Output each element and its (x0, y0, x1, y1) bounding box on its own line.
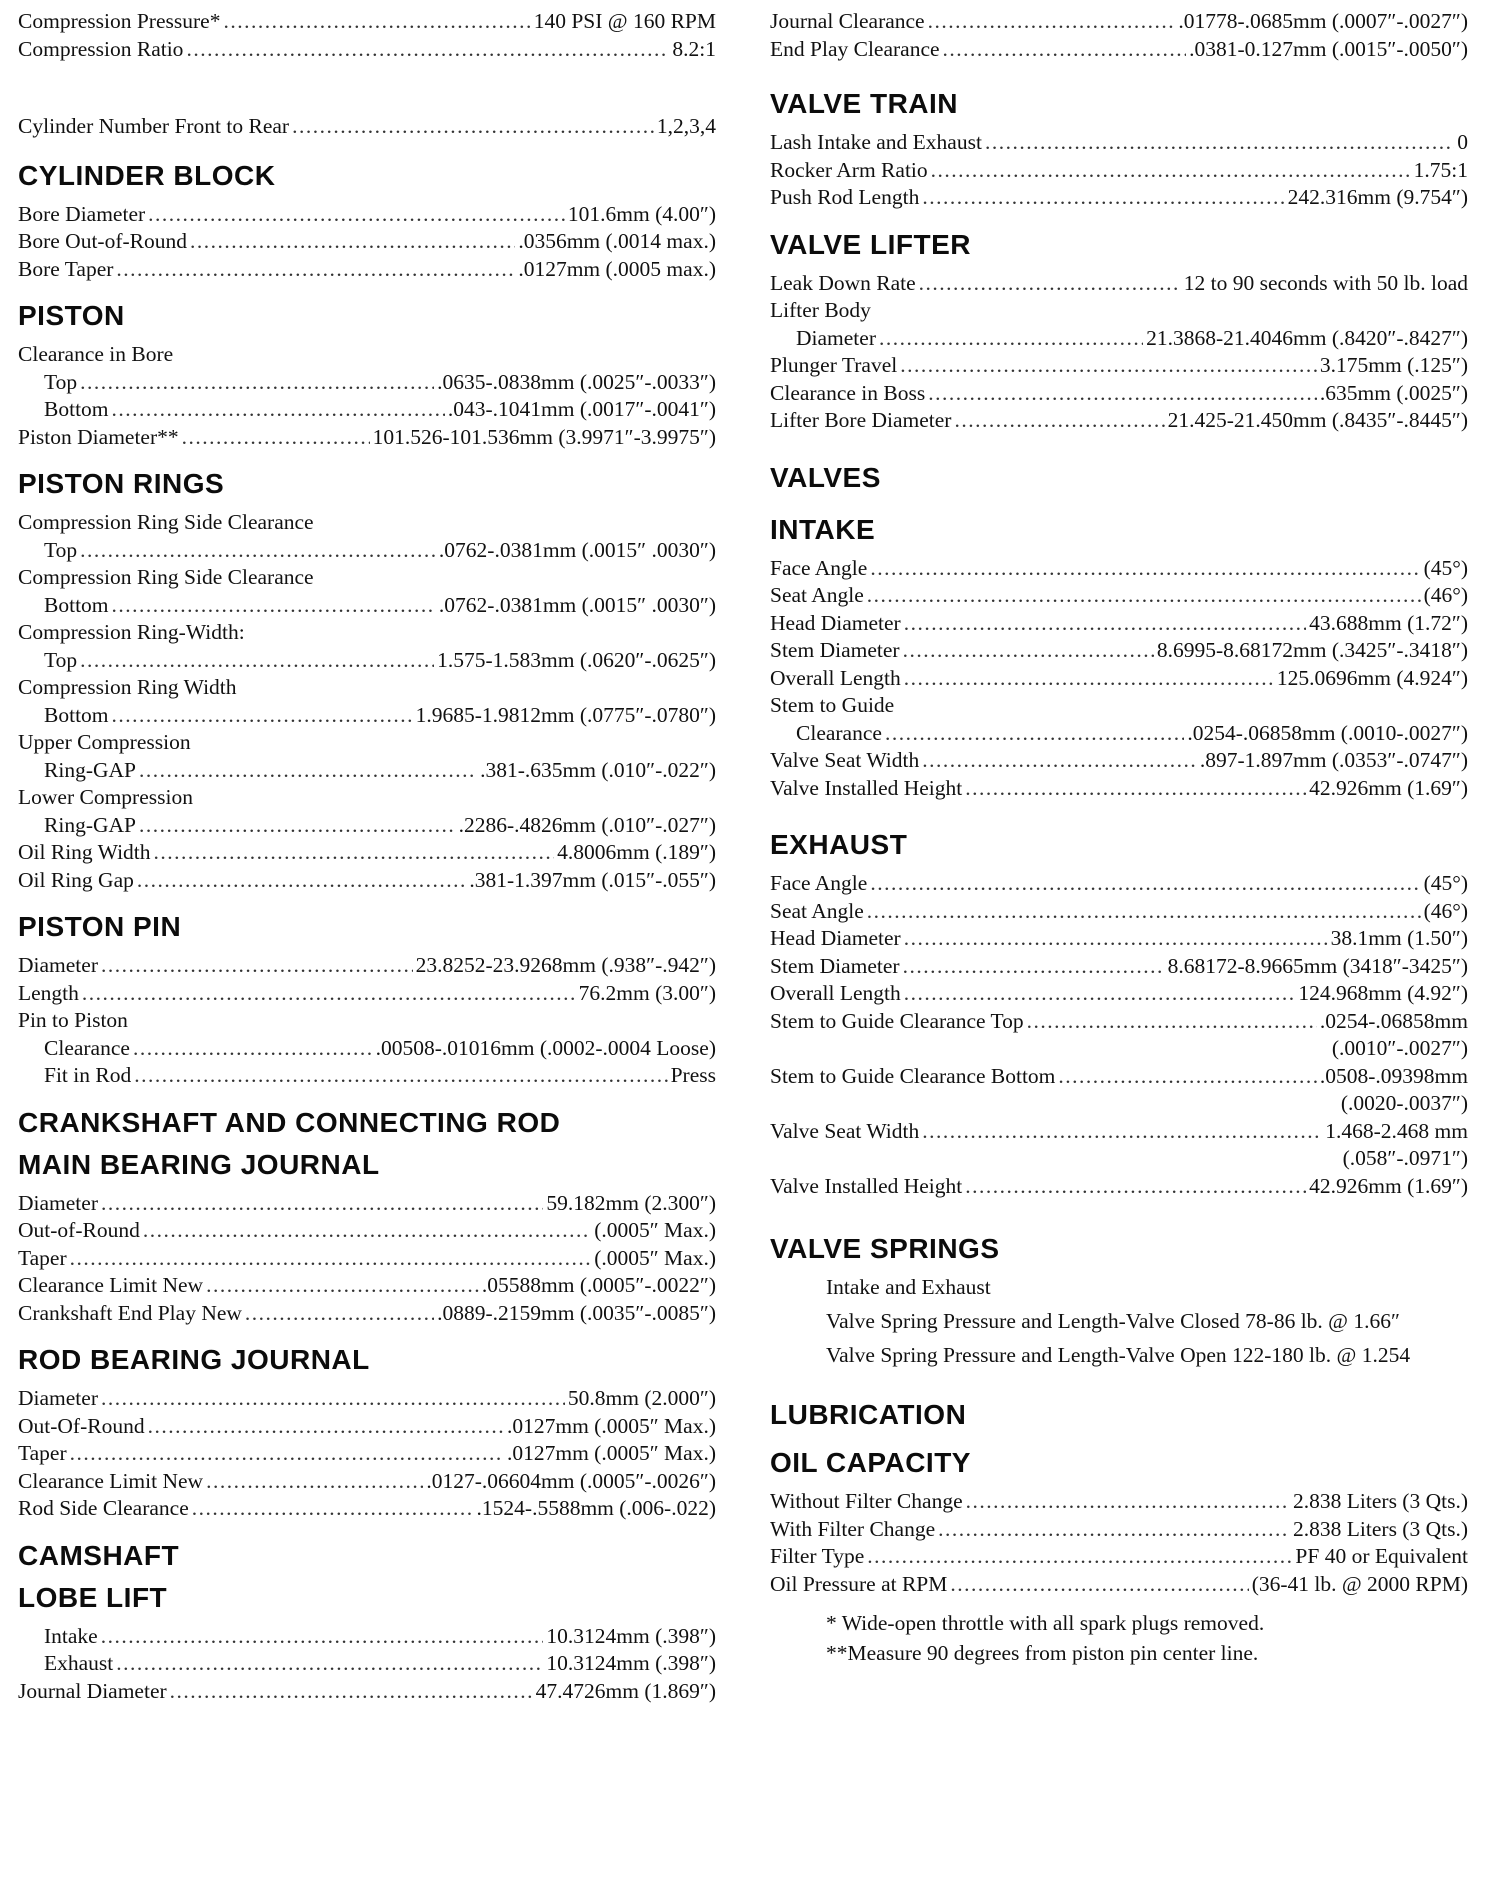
spec-row (18, 1190, 716, 1218)
spec-label: Out-Of-Round (18, 1413, 145, 1438)
spec-value: 21.3868-21.4046mm (.8420″-.8427″) (1146, 325, 1468, 350)
group-label: Upper Compression (18, 730, 191, 754)
spec-row (18, 647, 716, 675)
spec-value: 3.175mm (.125″) (1319, 353, 1468, 377)
spec-row (18, 1413, 716, 1441)
spec-label: Face Angle (770, 871, 868, 895)
spec-row (18, 839, 716, 867)
spec-row (18, 1062, 716, 1090)
spec-value: 1.9685-1.9812mm (.0775″-.0780″) (415, 702, 716, 727)
spec-value: 1,2,3,4 (656, 114, 716, 138)
heading-lubrication: LUBRICATION (770, 1399, 967, 1430)
spec-value: 8.68172-8.9665mm (3418″-3425″) (1167, 953, 1468, 978)
heading-lobe-lift: LOBE LIFT (18, 1581, 168, 1613)
spec-row-journal-clearance (770, 8, 1468, 36)
spec-row (18, 256, 716, 284)
spec-label: Overall Length (770, 665, 901, 690)
spec-value-continued: (.058″-.0971″) (1342, 1146, 1468, 1170)
spec-label: Taper (18, 1245, 67, 1270)
spec-label: Bore Diameter (18, 201, 146, 226)
spec-row (18, 867, 716, 895)
group-label: Stem to Guide (770, 693, 895, 717)
spec-row (18, 952, 716, 980)
leader-dots (82, 980, 576, 1008)
heading-camshaft: CAMSHAFT (18, 1539, 180, 1571)
group-label: Pin to Piston (18, 1008, 128, 1032)
leader-dots (139, 812, 456, 840)
spec-value: .381-.635mm (.010″-.022″) (480, 757, 716, 782)
leader-dots (943, 36, 1187, 64)
leader-dots (134, 1062, 667, 1090)
leader-dots (870, 870, 1420, 898)
group-label: Compression Ring-Width: (18, 620, 245, 644)
spec-label: Ring-GAP (44, 812, 136, 837)
right-column (770, 8, 1468, 1668)
spec-label: Seat Angle (770, 583, 864, 607)
leader-dots (950, 1571, 1248, 1599)
spec-label: Clearance (44, 1035, 130, 1060)
leader-dots (938, 1516, 1290, 1544)
spec-value-continued: (.0020-.0037″) (1340, 1091, 1468, 1115)
spec-label: Clearance (796, 720, 882, 745)
spec-value: (.0005″ Max.) (594, 1218, 716, 1242)
spec-value: Press (670, 1063, 716, 1087)
spec-label: Diameter (796, 325, 876, 350)
leader-dots (186, 36, 669, 64)
valve-springs-subtitle: Intake and Exhaust (826, 1275, 991, 1299)
heading-valves: VALVES (770, 461, 881, 493)
footnote: * Wide-open throttle with all spark plugs removed. (826, 1611, 1265, 1635)
leader-dots (190, 228, 515, 256)
spec-row-cylinder-number (18, 113, 716, 141)
spec-row (770, 637, 1468, 665)
leader-dots (954, 407, 1164, 435)
spec-value: 12 to 90 seconds with 50 lb. load (1183, 270, 1468, 295)
spec-value: .0889-.2159mm (.0035″-.0085″) (437, 1300, 716, 1325)
spec-row (770, 1516, 1468, 1544)
spec-row (18, 592, 716, 620)
leader-dots (170, 1678, 533, 1706)
spec-row (18, 1650, 716, 1678)
leader-dots (182, 424, 370, 452)
spec-label: Intake (44, 1623, 98, 1648)
leader-dots (292, 113, 654, 141)
spec-label: Out-of-Round (18, 1218, 140, 1242)
spec-row (18, 757, 716, 785)
leader-dots (904, 980, 1296, 1008)
leader-dots (80, 537, 436, 565)
spec-value: 1.575-1.583mm (.0620″-.0625″) (437, 647, 716, 672)
spec-label: Bottom (44, 702, 109, 727)
spec-row (770, 1118, 1468, 1146)
spec-row (18, 1495, 716, 1523)
spec-label: Valve Installed Height (770, 775, 963, 800)
spec-value: .0762-.0381mm (.0015″ .0030″) (438, 537, 716, 562)
spec-value: .381-1.397mm (.015″-.055″) (469, 867, 716, 892)
leader-dots (922, 747, 1197, 775)
spec-label: Exhaust (44, 1651, 114, 1675)
spec-value: (45°) (1423, 555, 1468, 580)
spec-value: .043-.1041mm (.0017″-.0041″) (447, 397, 716, 421)
spec-label: Overall Length (770, 981, 901, 1005)
leader-dots (112, 702, 413, 730)
spec-value: .05588mm (.0005″-.0022″) (481, 1273, 716, 1297)
left-column (18, 8, 716, 1705)
spec-value: 1.75:1 (1413, 157, 1468, 182)
group-label: Compression Ring Side Clearance (18, 565, 314, 589)
spec-row (770, 720, 1468, 748)
spec-row (770, 747, 1468, 775)
spec-label: Clearance Limit New (18, 1468, 204, 1493)
spec-value: .897-1.897mm (.0353″-.0747″) (1199, 748, 1468, 772)
leader-dots (116, 1650, 543, 1678)
spec-label: Lash Intake and Exhaust (770, 130, 982, 154)
spec-value: 42.926mm (1.69″) (1309, 1173, 1468, 1198)
spec-value: 140 PSI @ 160 RPM (533, 9, 716, 33)
spec-value: 23.8252-23.9268mm (.938″-.942″) (415, 953, 716, 977)
spec-row (18, 1035, 716, 1063)
spec-row (18, 1623, 716, 1651)
spec-value: .2286-.4826mm (.010″-.027″) (458, 812, 716, 837)
spec-label: Fit in Rod (44, 1063, 132, 1087)
spec-value: 8.6995-8.68172mm (.3425″-.3418″) (1156, 638, 1468, 662)
spec-label: Seat Angle (770, 898, 864, 923)
group-label: Compression Ring Width (18, 675, 237, 699)
valve-springs-open: Valve Spring Pressure and Length-Valve Open 122-180 lb. @ 1.254 (826, 1343, 1411, 1367)
spec-row (770, 1543, 1468, 1571)
spec-value: 21.425-21.450mm (.8435″-.8445″) (1167, 408, 1468, 432)
spec-label: Valve Installed Height (770, 1173, 963, 1198)
spec-row (770, 184, 1468, 212)
leader-dots (985, 129, 1454, 157)
spec-row (18, 369, 716, 397)
spec-row (18, 1678, 716, 1706)
leader-dots (904, 925, 1328, 953)
leader-dots (148, 201, 565, 229)
spec-label: Diameter (18, 1386, 98, 1410)
spec-label: Crankshaft End Play New (18, 1300, 242, 1325)
spec-row (18, 980, 716, 1008)
heading-piston-rings: PISTON RINGS (18, 468, 225, 499)
spec-label: Rod Side Clearance (18, 1496, 189, 1520)
spec-label: Oil Ring Gap (18, 867, 134, 892)
heading-piston: PISTON (18, 300, 125, 331)
spec-label: Clearance Limit New (18, 1273, 204, 1297)
leader-dots (80, 369, 434, 397)
spec-label: Piston Diameter** (18, 424, 179, 449)
spec-row (18, 1272, 716, 1300)
spec-value: 125.0696mm (4.924″) (1276, 665, 1468, 690)
spec-label: Stem Diameter (770, 953, 900, 978)
spec-row (770, 1571, 1468, 1599)
spec-row (770, 1488, 1468, 1516)
spec-label: Bore Out-of-Round (18, 229, 187, 253)
spec-row (18, 1217, 716, 1245)
spec-label: Bottom (44, 397, 109, 421)
spec-value: 242.316mm (9.754″) (1287, 185, 1468, 209)
spec-row (770, 270, 1468, 298)
leader-dots (70, 1440, 504, 1468)
spec-value-continued: (.0010″-.0027″) (1331, 1036, 1468, 1060)
spec-value: .0508-.09398mm (1319, 1063, 1468, 1088)
heading-oil-capacity: OIL CAPACITY (770, 1447, 971, 1478)
spec-value: 59.182mm (2.300″) (546, 1190, 716, 1215)
spec-label: Plunger Travel (770, 353, 898, 377)
spec-value: (45°) (1423, 871, 1468, 895)
leader-dots (70, 1245, 592, 1273)
heading-cylinder-block: CYLINDER BLOCK (18, 159, 276, 191)
spec-label: Lifter Bore Diameter (770, 408, 952, 432)
spec-value: 0 (1457, 130, 1468, 154)
spec-label: Rocker Arm Ratio (770, 157, 928, 182)
spec-row-end-play (770, 36, 1468, 64)
spec-label: Face Angle (770, 555, 868, 580)
leader-dots (965, 1173, 1306, 1201)
spec-value: 8.2:1 (672, 36, 716, 61)
spec-label: Compression Ratio (18, 36, 184, 61)
spec-row (770, 582, 1468, 610)
leader-dots (928, 380, 1317, 408)
spec-row (770, 925, 1468, 953)
spec-label: Head Diameter (770, 610, 901, 635)
heading-main-bearing: MAIN BEARING JOURNAL (18, 1148, 380, 1180)
spec-value: 2.838 Liters (3 Qts.) (1293, 1516, 1468, 1541)
spec-label: Compression Pressure* (18, 9, 221, 33)
leader-dots (879, 325, 1143, 353)
leader-dots (922, 184, 1284, 212)
leader-dots (101, 1190, 543, 1218)
spec-row (18, 201, 716, 229)
spec-row (770, 665, 1468, 693)
spec-label: Oil Pressure at RPM (770, 1571, 948, 1596)
spacer (18, 63, 716, 113)
leader-dots (206, 1468, 423, 1496)
spec-row (770, 555, 1468, 583)
spec-value: .635mm (.0025″) (1319, 380, 1468, 405)
leader-dots (139, 757, 477, 785)
spec-row (770, 325, 1468, 353)
heading-exhaust: EXHAUST (770, 829, 908, 860)
spec-value: .0127mm (.0005 max.) (518, 256, 716, 281)
leader-dots (101, 952, 413, 980)
spec-label: Taper (18, 1441, 67, 1465)
spec-label: Top (44, 537, 78, 562)
spec-label: Filter Type (770, 1544, 865, 1568)
spec-value: (36-41 lb. @ 2000 RPM) (1251, 1571, 1468, 1596)
spec-value: (.0005″ Max.) (594, 1245, 716, 1270)
spec-row-compression-pressure (18, 8, 716, 36)
spec-label: Push Rod Length (770, 185, 920, 209)
spec-value: 10.3124mm (.398″) (546, 1623, 716, 1648)
spec-row (770, 157, 1468, 185)
spec-value: .0381-0.127mm (.0015″-.0050″) (1189, 36, 1468, 61)
group-label: Lower Compression (18, 785, 193, 809)
spec-value: 43.688mm (1.72″) (1309, 610, 1468, 635)
spec-value: .0254-.06858mm (1319, 1008, 1468, 1033)
leader-dots (966, 1488, 1290, 1516)
spec-label: Valve Seat Width (770, 748, 920, 772)
spec-value: .0635-.0838mm (.0025″-.0033″) (437, 369, 716, 394)
spec-row (770, 1173, 1468, 1201)
spec-value: 38.1mm (1.50″) (1330, 926, 1468, 950)
spec-label: Top (44, 647, 78, 672)
leader-dots (904, 610, 1306, 638)
leader-dots (116, 256, 515, 284)
leader-dots (870, 555, 1420, 583)
spec-row (18, 702, 716, 730)
leader-dots (133, 1035, 373, 1063)
leader-dots (143, 1217, 591, 1245)
leader-dots (904, 665, 1274, 693)
spec-row (770, 980, 1468, 1008)
leader-dots (112, 592, 436, 620)
spec-label: Stem Diameter (770, 638, 900, 662)
spec-row (18, 1245, 716, 1273)
leader-dots (101, 1385, 565, 1413)
spec-value: .1524-.5588mm (.006-.022) (476, 1496, 716, 1520)
spec-value: 124.968mm (4.92″) (1298, 981, 1468, 1005)
valve-springs-closed: Valve Spring Pressure and Length-Valve Closed 78-86 lb. @ 1.66″ (826, 1309, 1400, 1333)
spec-label: Oil Ring Width (18, 840, 151, 864)
leader-dots (922, 1118, 1322, 1146)
spec-label: Top (44, 369, 78, 394)
leader-dots (919, 270, 1181, 298)
spec-row (18, 537, 716, 565)
spec-row (18, 1300, 716, 1328)
spec-label: Stem to Guide Clearance Bottom (770, 1063, 1056, 1088)
spec-value: 1.468-2.468 mm (1325, 1118, 1468, 1143)
spec-value: 101.6mm (4.00″) (567, 201, 716, 226)
spec-row (770, 129, 1468, 157)
spec-value: 42.926mm (1.69″) (1309, 775, 1468, 800)
spec-row (18, 228, 716, 256)
leader-dots (885, 720, 1184, 748)
spec-row (770, 610, 1468, 638)
spec-value: (46°) (1423, 583, 1468, 607)
spec-label: Diameter (18, 953, 98, 977)
spec-row (770, 407, 1468, 435)
leader-dots (1058, 1063, 1316, 1091)
leader-dots (112, 396, 445, 424)
spec-label: End Play Clearance (770, 36, 940, 61)
group-label: Compression Ring Side Clearance (18, 510, 314, 534)
spec-row (18, 1440, 716, 1468)
leader-dots (154, 839, 555, 867)
group-label: Lifter Body (770, 298, 871, 322)
heading-piston-pin: PISTON PIN (18, 911, 182, 942)
spec-label: Journal Diameter (18, 1678, 167, 1703)
leader-dots (223, 8, 530, 36)
spec-label: Bottom (44, 592, 109, 617)
spec-value: .01778-.0685mm (.0007″-.0027″) (1178, 9, 1468, 33)
spec-label: Head Diameter (770, 926, 901, 950)
spec-value: .00508-.01016mm (.0002-.0004 Loose) (375, 1035, 716, 1060)
heading-valve-train: VALVE TRAIN (770, 88, 959, 119)
spec-label: Bore Taper (18, 256, 114, 281)
heading-intake: INTAKE (770, 513, 876, 545)
spec-value: 2.838 Liters (3 Qts.) (1293, 1489, 1468, 1513)
leader-dots (867, 1543, 1292, 1571)
spec-value: .0254-.06858mm (.0010-.0027″) (1187, 720, 1468, 745)
spec-row (770, 380, 1468, 408)
leader-dots (1027, 1008, 1317, 1036)
spec-label: Ring-GAP (44, 757, 136, 782)
leader-dots (137, 867, 467, 895)
spec-row (770, 352, 1468, 380)
spec-label: Valve Seat Width (770, 1118, 920, 1143)
leader-dots (965, 775, 1306, 803)
spacer (770, 1598, 1468, 1608)
leader-dots (867, 582, 1421, 610)
leader-dots (206, 1272, 479, 1300)
leader-dots (867, 898, 1421, 926)
spec-row (18, 1385, 716, 1413)
spec-row (770, 775, 1468, 803)
spec-row (770, 1008, 1468, 1036)
spec-row (18, 812, 716, 840)
spec-label: Stem to Guide Clearance Top (770, 1008, 1024, 1033)
leader-dots (245, 1300, 434, 1328)
heading-crankshaft: CRANKSHAFT AND CONNECTING ROD (18, 1106, 561, 1138)
leader-dots (903, 637, 1154, 665)
spec-value: 4.8006mm (.189″) (557, 840, 716, 864)
spec-label: Cylinder Number Front to Rear (18, 114, 290, 138)
spec-row (770, 953, 1468, 981)
leader-dots (148, 1413, 504, 1441)
spec-row (770, 1063, 1468, 1091)
spec-row (770, 870, 1468, 898)
spec-value: 47.4726mm (1.869″) (535, 1678, 716, 1703)
spec-value: .0127mm (.0005″ Max.) (506, 1441, 716, 1465)
spec-row (18, 396, 716, 424)
leader-dots (931, 157, 1411, 185)
footnote: **Measure 90 degrees from piston pin center line. (826, 1641, 1259, 1665)
spec-label: Journal Clearance (770, 9, 925, 33)
spec-value: (46°) (1423, 898, 1468, 923)
leader-dots (80, 647, 434, 675)
spec-label: Diameter (18, 1190, 98, 1215)
leader-dots (192, 1495, 474, 1523)
spec-value: 76.2mm (3.00″) (578, 980, 716, 1005)
spec-value: PF 40 or Equivalent (1295, 1544, 1468, 1568)
group-label: Clearance in Bore (18, 342, 174, 366)
spec-label: Without Filter Change (770, 1489, 963, 1513)
spec-row (770, 898, 1468, 926)
heading-valve-lifter: VALVE LIFTER (770, 228, 971, 260)
spec-label: Clearance in Boss (770, 380, 926, 405)
spec-value: .0356mm (.0014 max.) (518, 229, 716, 253)
heading-rod-bearing: ROD BEARING JOURNAL (18, 1344, 370, 1375)
spec-row (18, 1468, 716, 1496)
leader-dots (903, 953, 1165, 981)
spec-value: 101.526-101.536mm (3.9971″-3.9975″) (372, 424, 716, 449)
spec-value: .0127mm (.0005″ Max.) (506, 1413, 716, 1438)
leader-dots (101, 1623, 544, 1651)
leader-dots (900, 352, 1317, 380)
spec-value: .0762-.0381mm (.0015″ .0030″) (438, 592, 716, 617)
spec-value: 50.8mm (2.000″) (567, 1386, 716, 1410)
spec-value: 10.3124mm (.398″) (546, 1651, 716, 1675)
heading-valve-springs: VALVE SPRINGS (770, 1233, 1000, 1264)
spec-row (18, 424, 716, 452)
leader-dots (928, 8, 1176, 36)
spec-label: Length (18, 980, 79, 1005)
spec-label: With Filter Change (770, 1516, 936, 1541)
spec-row-compression-ratio (18, 36, 716, 64)
spec-value: .0127-.06604mm (.0005″-.0026″) (426, 1468, 716, 1493)
spec-label: Leak Down Rate (770, 270, 916, 295)
